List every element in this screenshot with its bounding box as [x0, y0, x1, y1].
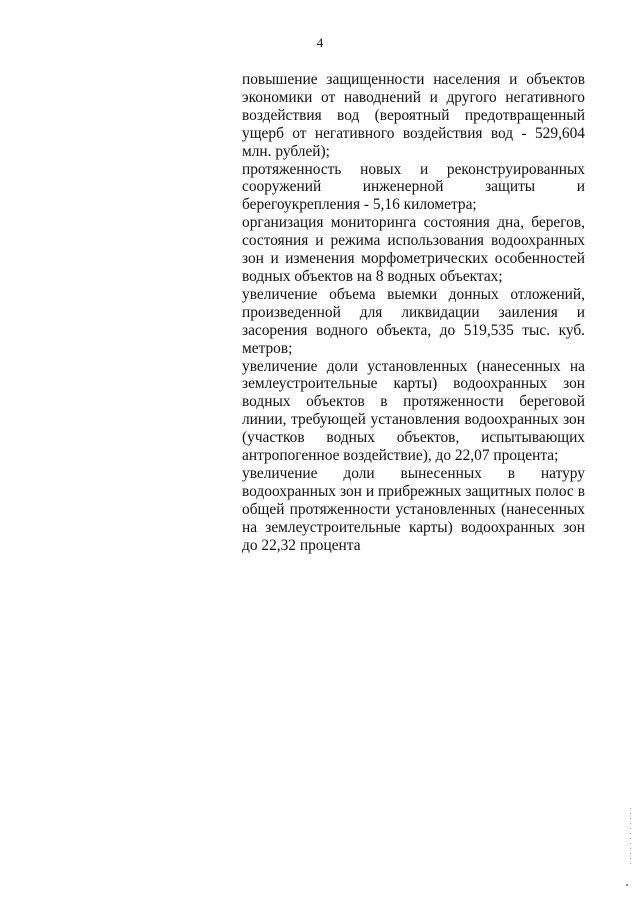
- document-body: [242, 71, 585, 554]
- paragraph-established-zones: увеличение доли установленных (нанесенных на землеустроительные карты) водоохранных зон водных объектов в протяженности береговой линии, требующей установления водоохранных зон (участков водных объектов, испытывающих антропогенное воздействие), до 22,07 процента;: [242, 357, 585, 465]
- paragraph-protective-structures: протяженность новых и реконструированных сооружений инженерной защиты и берегоукрепления - 5,16 километра;: [242, 160, 585, 214]
- paragraph-sediment-removal: увеличение объема выемки донных отложений, произведенной для ликвидации заиления и засорения водного объекта, до 519,535 тыс. куб. метров;: [242, 285, 585, 357]
- scan-corner-dot: [626, 884, 628, 886]
- paragraph-flood-protection: повышение защищенности населения и объектов экономики от наводнений и другого негативного воздействия вод (вероятный предотвращенный ущерб от негативного воздействия вод - 529,604 млн. рублей);: [242, 71, 585, 160]
- scan-edge-marks: [629, 808, 632, 868]
- paragraph-marked-zones: увеличение доли вынесенных в натуру водоохранных зон и прибрежных защитных полос в общей протяженности установленных (нанесенных на землеустроительные карты) водоохранных зон до 22,32 процента: [242, 464, 585, 554]
- page-number: 4: [316, 35, 324, 50]
- paragraph-monitoring: организация мониторинга состояния дна, берегов, состояния и режима использования водоохранных зон и изменения морфометрических особенностей водных объектов на 8 водных объектах;: [242, 214, 585, 285]
